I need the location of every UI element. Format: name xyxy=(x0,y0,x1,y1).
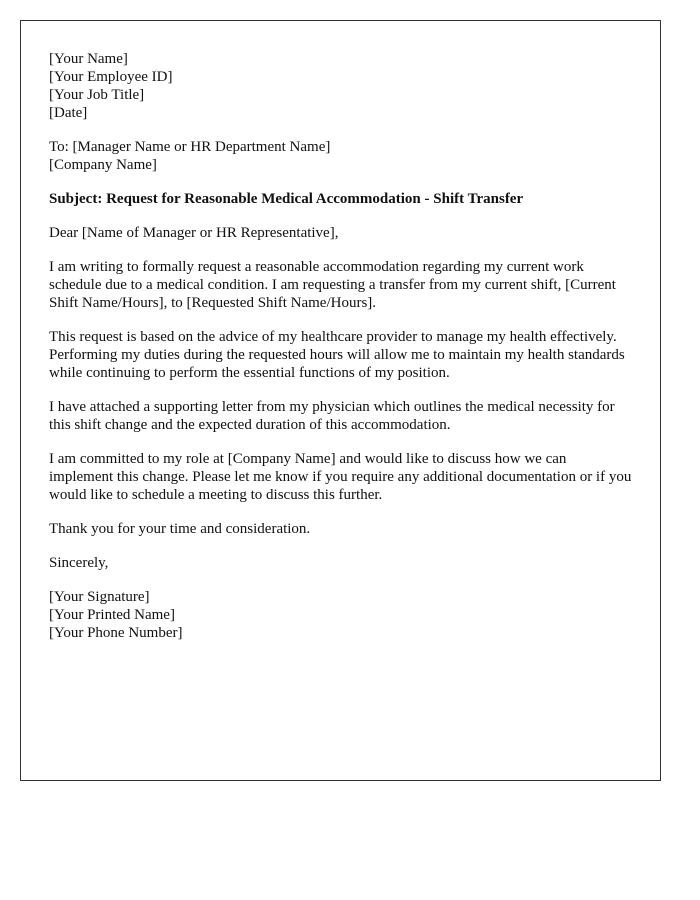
body-paragraph-2: This request is based on the advice of my healthcare provider to manage my health effectively. Performing my duties during the requested hours will allow me to maintain my health standards while continuing to perform the essential functions of my position. xyxy=(49,329,625,381)
recipient-company: [Company Name] xyxy=(49,157,157,173)
closing: Sincerely, xyxy=(49,555,109,571)
sender-job-title: [Your Job Title] xyxy=(49,87,145,103)
subject-line: Subject: Request for Reasonable Medical Accommodation - Shift Transfer xyxy=(49,191,524,207)
phone-number: [Your Phone Number] xyxy=(49,625,183,641)
signature-block xyxy=(49,588,632,642)
recipient-name: To: [Manager Name or HR Department Name] xyxy=(49,139,331,155)
sender-employee-id: [Your Employee ID] xyxy=(49,69,173,85)
thank-you-line: Thank you for your time and consideration. xyxy=(49,521,311,537)
sender-block xyxy=(49,50,632,122)
body-paragraph-3: I have attached a supporting letter from my physician which outlines the medical necessity for this shift change and the expected duration of this accommodation. xyxy=(49,399,615,433)
body-paragraph-1: I am writing to formally request a reasonable accommodation regarding my current work schedule due to a medical condition. I am requesting a transfer from my current shift, [Current Shift Name/Hours], to [Requested Shift Name/Hours]. xyxy=(49,259,616,311)
salutation: Dear [Name of Manager or HR Representative], xyxy=(49,225,339,241)
letter-document xyxy=(20,20,661,781)
body-paragraph-4: I am committed to my role at [Company Name] and would like to discuss how we can implement this change. Please let me know if you require any additional documentation or if you would like to schedule a meeting to discuss this further. xyxy=(49,451,632,503)
signature: [Your Signature] xyxy=(49,589,150,605)
sender-name: [Your Name] xyxy=(49,51,128,67)
letter-date: [Date] xyxy=(49,105,88,121)
printed-name: [Your Printed Name] xyxy=(49,607,175,623)
recipient-block xyxy=(49,138,632,174)
